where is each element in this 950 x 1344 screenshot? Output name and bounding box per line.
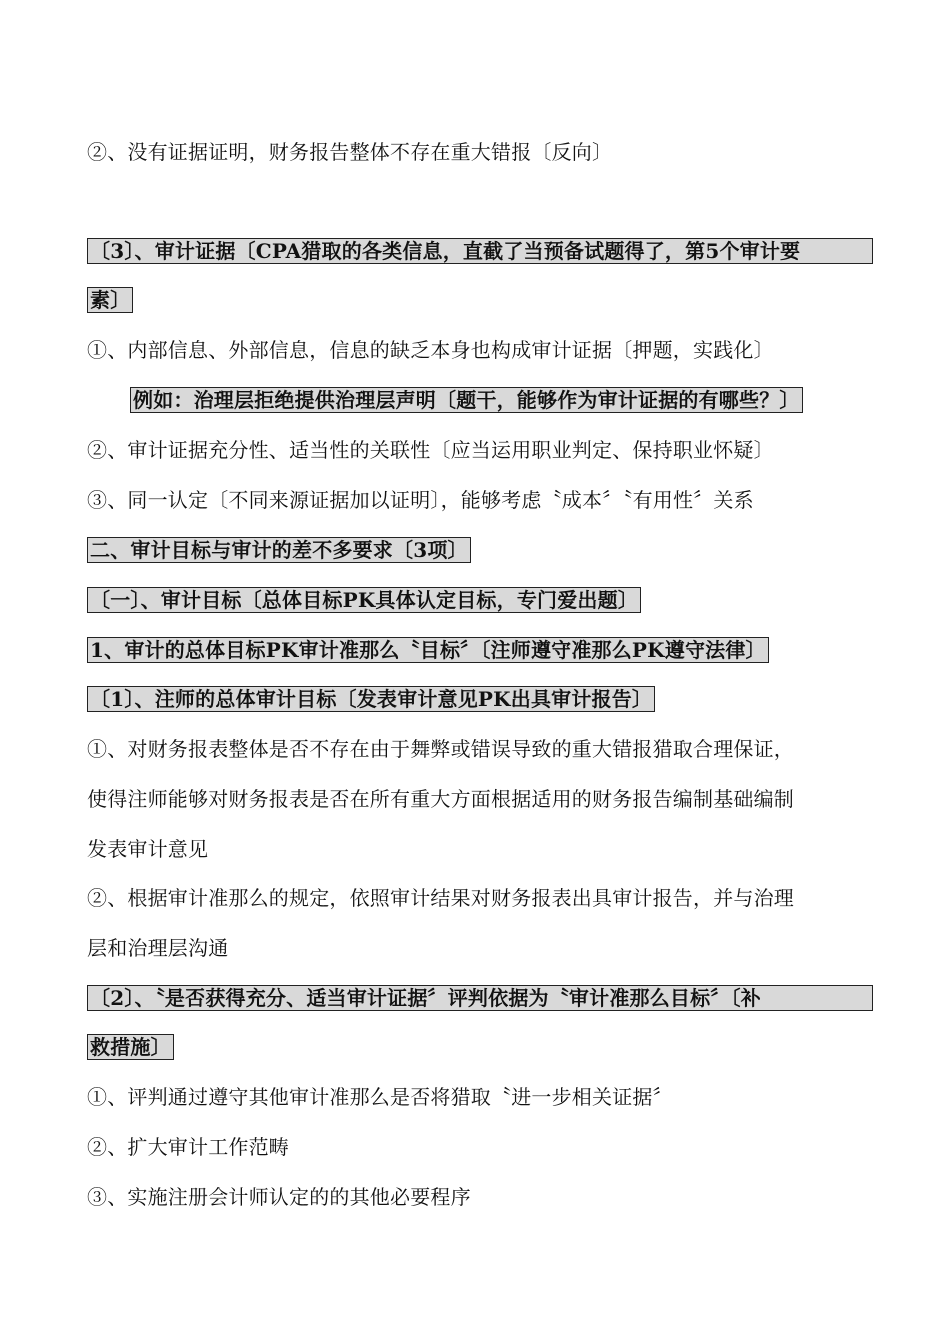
line-text: ②、根据审计准那么的规定，依照审计结果对财务报表出具审计报告，并与治理 [87, 886, 794, 910]
text-line [87, 885, 794, 911]
text-line [87, 786, 794, 812]
line-text: ②、审计证据充分性、适当性的关联性〔应当运用职业判定、保持职业怀疑〕 [87, 438, 774, 462]
highlighted-heading: 〔一〕、审计目标〔总体目标PK具体认定目标，专门爱出题〕 [87, 587, 641, 613]
line-text: ②、扩大审计工作范畴 [87, 1135, 289, 1159]
line-text: 使得注师能够对财务报表是否在所有重大方面根据适用的财务报告编制基础编制 [87, 787, 794, 811]
section-heading-continued [87, 287, 133, 313]
highlighted-heading: 1、审计的总体目标PK审计准那么〝目标〞〔注师遵守准那么PK遵守法律〕 [87, 637, 769, 663]
line-text: ③、实施注册会计师认定的的其他必要程序 [87, 1185, 471, 1209]
text-line [87, 139, 612, 165]
section-heading [87, 537, 471, 563]
text-line [87, 487, 754, 513]
line-text: ②、没有证据证明，财务报告整体不存在重大错报〔反向〕 [87, 140, 613, 164]
example-note [130, 387, 803, 413]
line-text: ①、内部信息、外部信息，信息的缺乏本身也构成审计证据〔押题，实践化〕 [87, 338, 774, 362]
highlighted-example: 例如：治理层拒绝提供治理层声明〔题干，能够作为审计证据的有哪些？〕 [130, 387, 803, 413]
text-line [87, 935, 228, 961]
text-line [87, 736, 794, 762]
highlighted-heading: 〔3〕、审计证据〔CPA猎取的各类信息，直截了当预备试题得了，第5个审计要 [87, 238, 873, 264]
highlighted-heading: 二、审计目标与审计的差不多要求〔3项〕 [87, 537, 471, 563]
highlighted-heading: 素〕 [87, 287, 133, 313]
line-text: ③、同一认定〔不同来源证据加以证明〕，能够考虑〝成本〞〝有用性〞关系 [87, 488, 754, 512]
text-line [87, 1184, 471, 1210]
line-text: 发表审计意见 [87, 837, 209, 861]
section-heading [87, 686, 655, 712]
highlighted-heading: 〔1〕、注师的总体审计目标〔发表审计意见PK出具审计报告〕 [87, 686, 655, 712]
highlighted-heading: 〔2〕、〝是否获得充分、适当审计证据〞评判依据为〝审计准那么目标〞〔补 [87, 985, 873, 1011]
section-heading [87, 985, 873, 1017]
section-heading [87, 637, 769, 663]
highlighted-heading: 救措施〕 [87, 1034, 174, 1060]
section-heading [87, 238, 873, 270]
line-text: 层和治理层沟通 [87, 936, 229, 960]
text-line [87, 1134, 289, 1160]
line-text: ①、对财务报表整体是否不存在由于舞弊或错误导致的重大错报猎取合理保证， [87, 737, 794, 761]
text-line [87, 437, 774, 463]
line-text: ①、评判通过遵守其他审计准那么是否将猎取〝进一步相关证据〞 [87, 1085, 673, 1109]
section-heading [87, 587, 641, 613]
text-line [87, 1084, 673, 1110]
text-line [87, 337, 774, 363]
text-line [87, 836, 208, 862]
section-heading-continued [87, 1034, 174, 1060]
